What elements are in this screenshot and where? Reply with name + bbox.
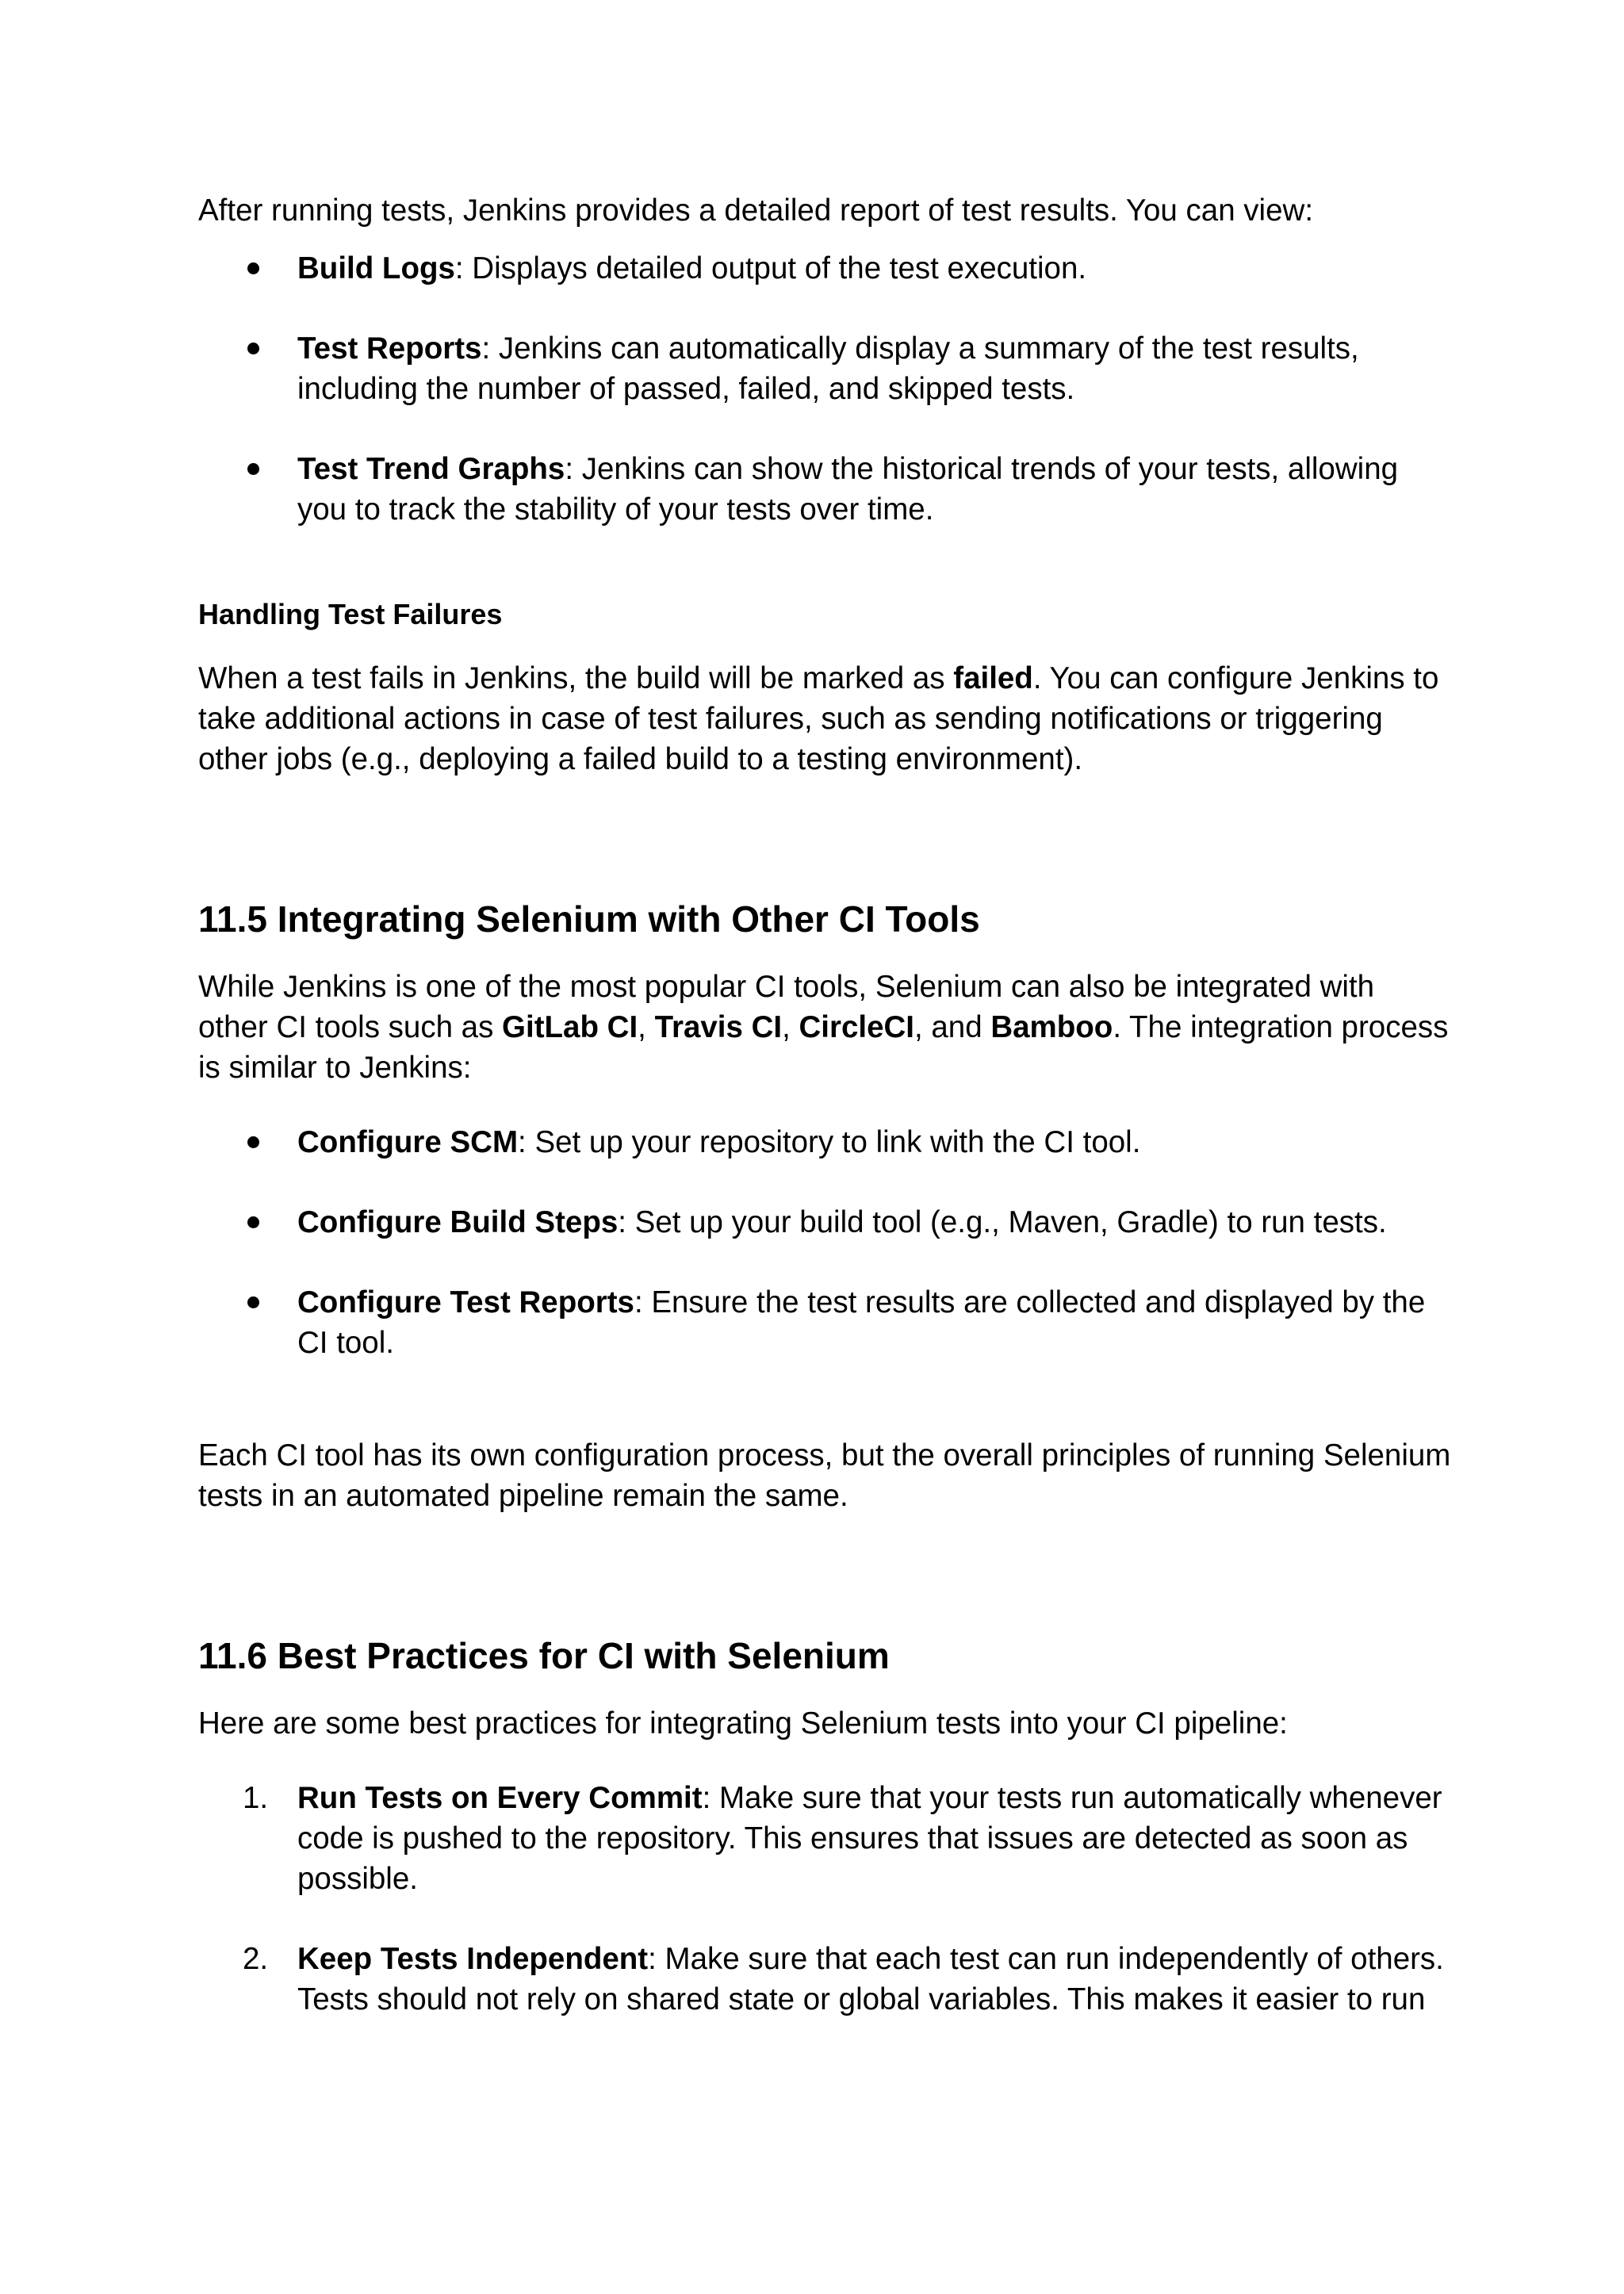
list-item [198,449,1451,530]
list-item-text: : Set up your build tool (e.g., Maven, Gradle) to run tests. [618,1205,1387,1239]
list-item [198,328,1451,409]
bullet-icon [247,1282,259,1323]
bullet-icon [247,328,259,369]
tool-name: GitLab CI [502,1010,638,1044]
list-item-text: : Make sure that your tests run automatically whenever code is pushed to the repository. This ensures that issues are detected as soon as possible. [297,1781,1442,1896]
best-practices-list [198,1778,1451,2020]
list-item-text: : Displays detailed output of the test execution. [454,251,1087,285]
list-item-term: Configure Test Reports [297,1285,634,1319]
list-item [198,1282,1451,1363]
bullet-icon [247,1202,259,1243]
bullet-icon [247,1122,259,1162]
list-item-term: Run Tests on Every Commit [297,1781,703,1815]
list-number: 1. [243,1781,269,1815]
list-item-term: Test Reports [297,331,482,366]
section-heading-11-6: 11.6 Best Practices for CI with Selenium [198,1635,890,1676]
bullet-icon [247,248,259,289]
list-item-term: Build Logs [297,251,455,285]
section-11-5-paragraph: While Jenkins is one of the most popular CI tools, Selenium can also be integrated with other CI tools such as GitLab CI, Travis CI, CircleCI, and Bamboo. The integration process is similar to Jenkins: [198,970,1449,1085]
list-item-term: Keep Tests Independent [297,1942,649,1976]
list-item-text: : Jenkins can automatically display a summary of the test results, including the number of passed, failed, and skipped tests. [297,331,1359,406]
page-content [198,190,1451,2020]
failures-heading: Handling Test Failures [198,598,503,630]
tool-name: Bamboo [990,1010,1113,1044]
list-item-text: : Set up your repository to link with the CI tool. [518,1125,1141,1159]
list-item [198,1939,1451,2020]
list-number: 2. [243,1942,269,1976]
intro-paragraph: After running tests, Jenkins provides a detailed report of test results. You can view: [198,193,1314,228]
tool-name: Travis CI [654,1010,783,1044]
failures-paragraph: When a test fails in Jenkins, the build will be marked as failed. You can configure Jenkins to take additional actions in case of test failures, such as sending notifications or triggering other jobs (e.g., deploying a failed build to a testing environment). [198,661,1439,776]
tool-name: CircleCI [799,1010,914,1044]
list-item-term: Configure Build Steps [297,1205,619,1239]
list-item-text: : Jenkins can show the historical trends of your tests, allowing you to track the stability of your tests over time. [297,452,1399,527]
list-item [198,248,1451,289]
bullet-icon [247,449,259,489]
section-11-6-intro: Here are some best practices for integrating Selenium tests into your CI pipeline: [198,1706,1288,1741]
list-item-term: Test Trend Graphs [297,452,565,486]
list-item [198,1122,1451,1162]
list-item [198,1202,1451,1243]
section-11-5-closing: Each CI tool has its own configuration process, but the overall principles of running Selenium tests in an automated pipeline remain the same. [198,1438,1451,1513]
test-results-list [198,248,1451,530]
ci-config-list [198,1122,1451,1363]
list-item-text: : Ensure the test results are collected and displayed by the CI tool. [297,1285,1426,1360]
failed-keyword: failed [953,661,1033,695]
section-heading-11-5: 11.5 Integrating Selenium with Other CI Tools [198,898,980,940]
list-item [198,1778,1451,1899]
list-item-term: Configure SCM [297,1125,519,1159]
list-item-text: : Make sure that each test can run independently of others. Tests should not rely on shared state or global variables. This makes it easier to run [297,1942,1444,2016]
